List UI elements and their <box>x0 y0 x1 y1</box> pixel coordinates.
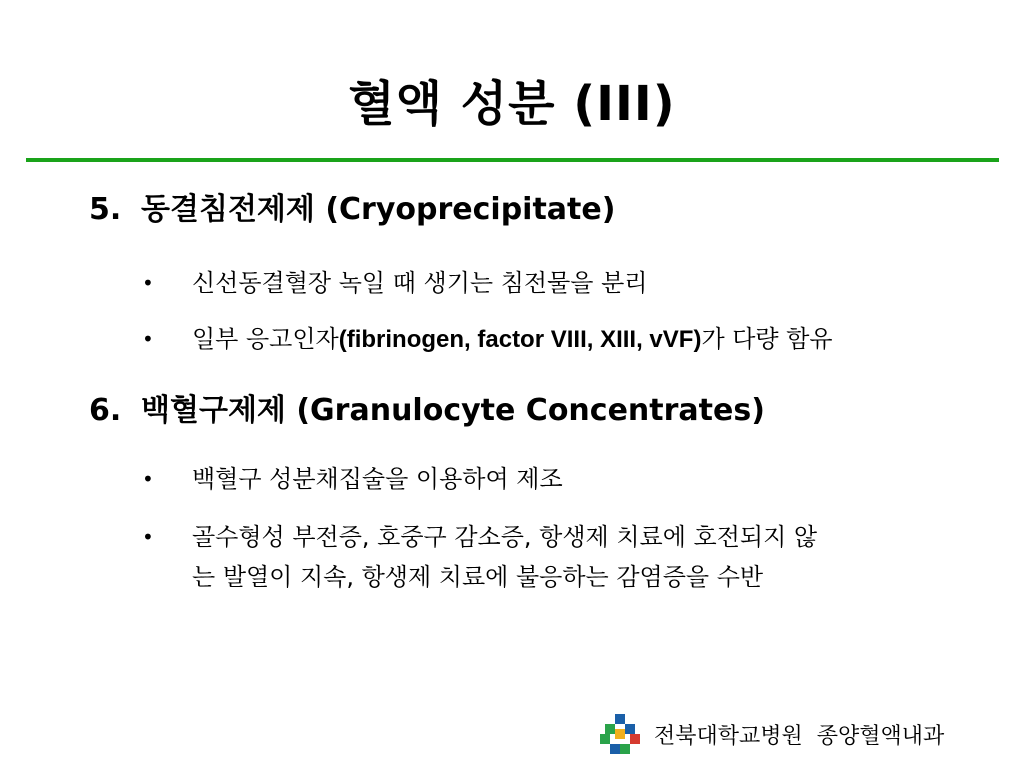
bullet-text-ko: 일부 응고인자 <box>192 325 339 353</box>
bullet-icon: • <box>142 467 154 491</box>
footer <box>598 712 944 756</box>
slide-title: 혈액 성분 (III) <box>348 76 676 132</box>
bullet-text: 는 발열이 지속, 항생제 치료에 불응하는 감염증을 수반 <box>192 563 764 591</box>
section-heading-5 <box>89 190 615 230</box>
bullet-text-en: (fibrinogen, factor VIII, XIII, vVF) <box>338 326 702 353</box>
section-number: 5. <box>89 192 122 227</box>
bullet-text: 백혈구 성분채집술을 이용하여 제조 <box>192 465 563 493</box>
bullet-text <box>192 319 952 360</box>
bullet-icon: • <box>142 525 154 549</box>
section-heading-6 <box>89 391 765 431</box>
hospital-name: 전북대학교병원 <box>654 723 803 749</box>
section-title: 동결침전제제 (Cryoprecipitate) <box>141 192 616 227</box>
section-number: 6. <box>89 393 122 428</box>
footer-text <box>654 719 944 750</box>
bullet-text: 골수형성 부전증, 호중구 감소증, 항생제 치료에 호전되지 않 <box>192 523 818 551</box>
section-title: 백혈구제제 (Granulocyte Concentrates) <box>141 393 765 428</box>
hospital-cross-logo-icon <box>598 712 642 756</box>
bullet-text: 신선동결혈장 녹일 때 생기는 침전물을 분리 <box>192 269 648 297</box>
bullet-icon: • <box>142 327 154 351</box>
title-divider <box>26 158 999 162</box>
bullet-icon: • <box>142 271 154 295</box>
department-name: 종양혈액내과 <box>816 723 945 749</box>
bullet-text-ko: 가 다량 함유 <box>701 325 833 353</box>
